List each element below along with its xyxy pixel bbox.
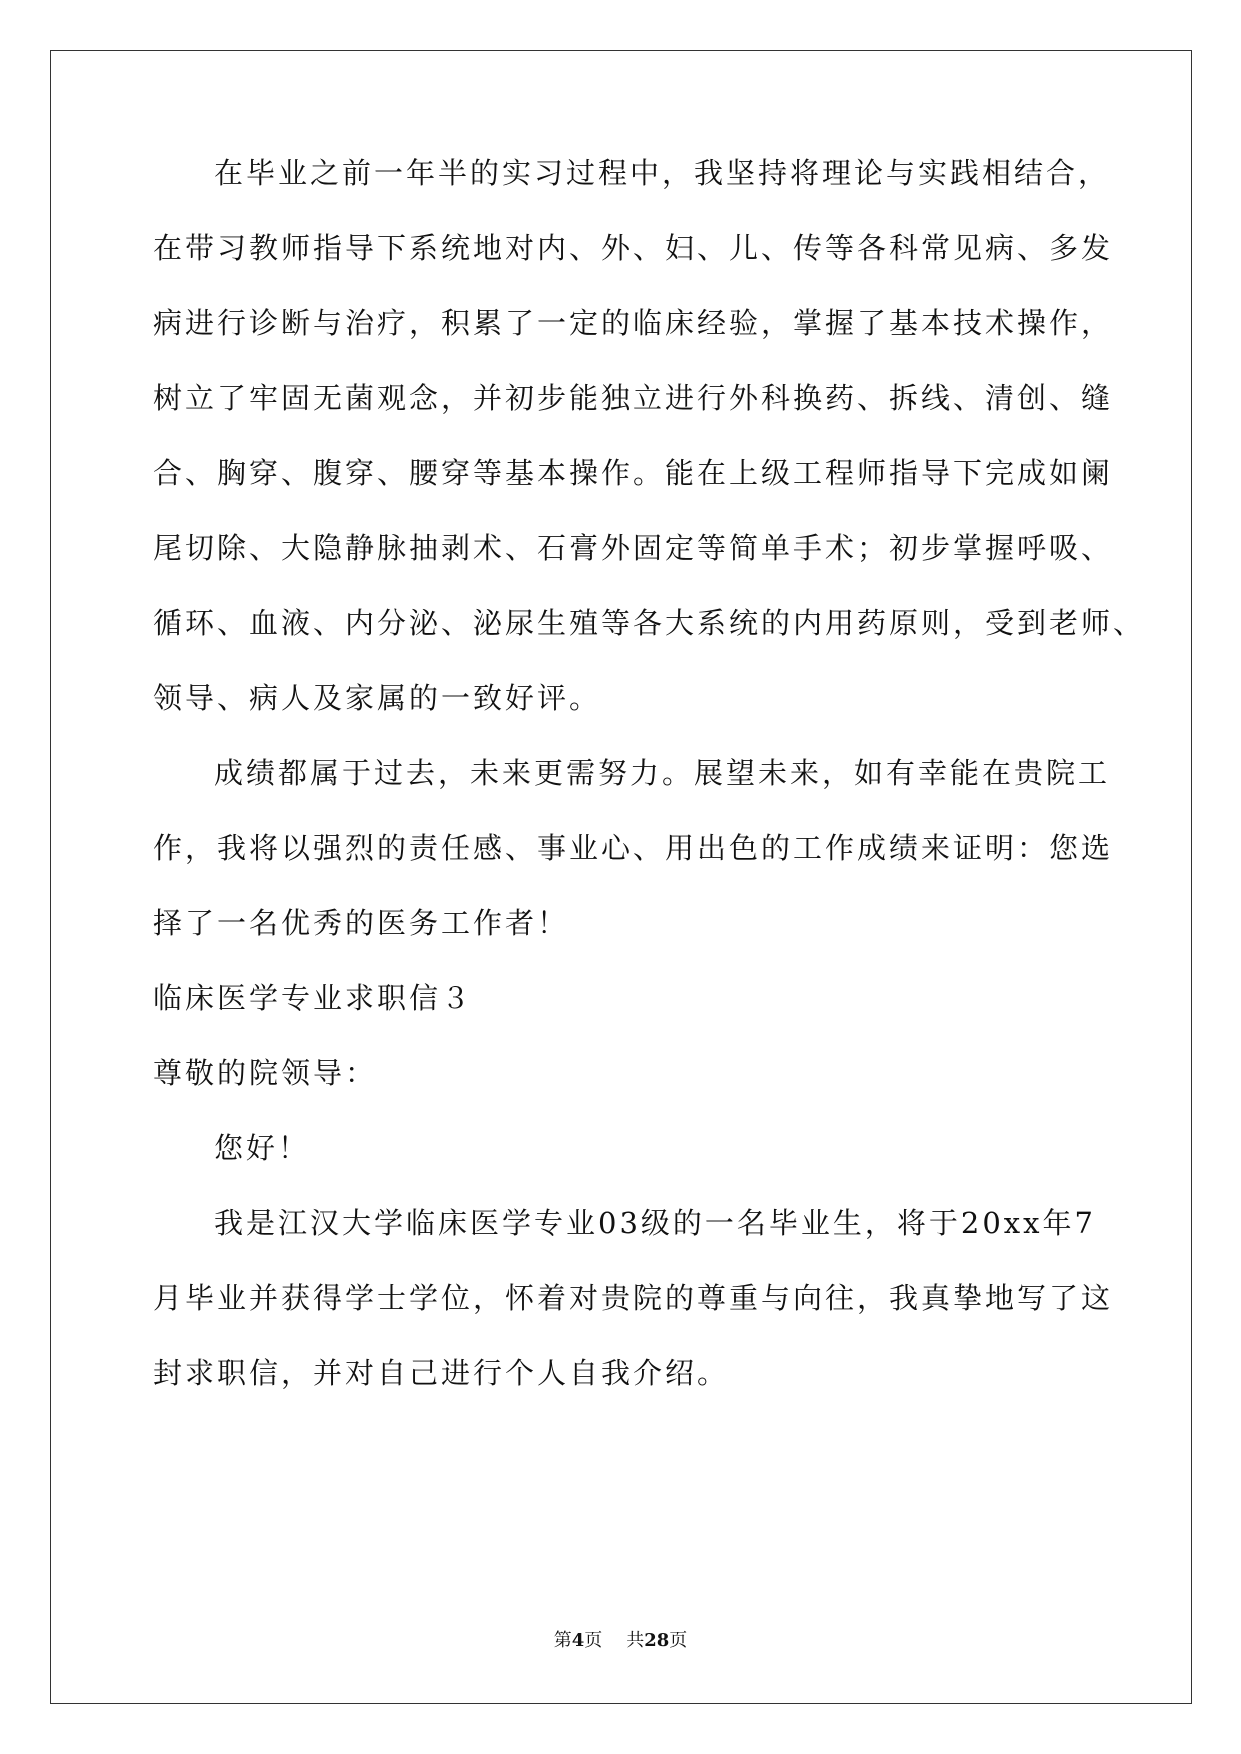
salutation: 尊敬的院领导：	[153, 1056, 378, 1090]
footer-page-suffix: 页	[584, 1630, 603, 1651]
body-line-5: 合、胸穿、腹穿、腰穿等基本操作。能在上级工程师指导下完成如阑	[153, 456, 1114, 490]
footer-total-number: 28	[644, 1630, 670, 1651]
body-line-7: 循环、血液、内分泌、泌尿生殖等各大系统的内用药原则，受到老师、	[153, 606, 1146, 640]
page-border	[50, 50, 1192, 1704]
body-line-8: 领导、病人及家属的一致好评。	[153, 681, 602, 715]
body-line-6: 尾切除、大隐静脉抽剥术、石膏外固定等简单手术；初步掌握呼吸、	[153, 531, 1114, 565]
footer-total-suffix: 页	[669, 1630, 688, 1651]
body-line-15: 我是江汉大学临床医学专业03级的一名毕业生，将于20xx年7	[214, 1206, 1096, 1240]
page-footer	[0, 1626, 1241, 1652]
section-heading: 临床医学专业求职信３	[153, 981, 474, 1015]
body-line-11: 择了一名优秀的医务工作者！	[153, 906, 570, 940]
body-line-9: 成绩都属于过去，未来更需努力。展望未来，如有幸能在贵院工	[214, 756, 1111, 790]
body-line-17: 封求职信，并对自己进行个人自我介绍。	[153, 1356, 730, 1390]
body-line-16: 月毕业并获得学士学位，怀着对贵院的尊重与向往，我真挚地写了这	[153, 1281, 1114, 1315]
footer-page-number: 4	[571, 1630, 585, 1651]
body-line-1: 在毕业之前一年半的实习过程中，我坚持将理论与实践相结合，	[214, 156, 1111, 190]
body-line-10: 作，我将以强烈的责任感、事业心、用出色的工作成绩来证明：您选	[153, 831, 1114, 865]
body-line-4: 树立了牢固无菌观念，并初步能独立进行外科换药、拆线、清创、缝	[153, 381, 1114, 415]
footer-page-prefix: 第	[553, 1630, 572, 1651]
body-line-2: 在带习教师指导下系统地对内、外、妇、儿、传等各科常见病、多发	[153, 231, 1114, 265]
greeting: 您好！	[214, 1131, 311, 1165]
footer-total-prefix: 共	[626, 1630, 645, 1651]
body-line-3: 病进行诊断与治疗，积累了一定的临床经验，掌握了基本技术操作，	[153, 306, 1114, 340]
